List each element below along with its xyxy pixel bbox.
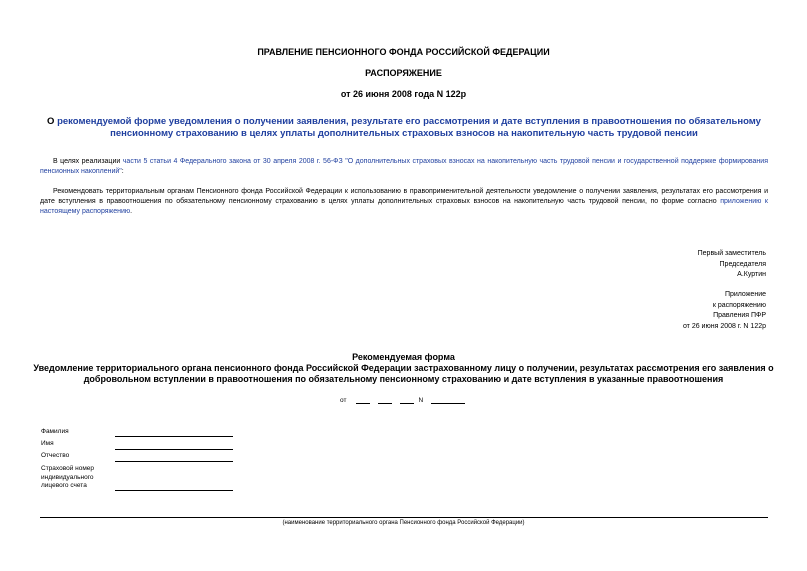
appendix-line-1: Приложение bbox=[724, 291, 766, 298]
para2-after: . bbox=[130, 208, 133, 215]
account-label-line-2: индивидуального bbox=[41, 473, 94, 481]
surname-label: Фамилия bbox=[41, 428, 69, 435]
number-label: N bbox=[418, 397, 424, 404]
month-blank[interactable] bbox=[378, 396, 392, 404]
account-label-line-3: лицевого счета bbox=[41, 482, 87, 489]
para1-after: : bbox=[121, 168, 124, 175]
title-prefix: О bbox=[47, 116, 58, 127]
signature-line-1: Первый заместитель bbox=[697, 250, 766, 257]
form-title-1: Рекомендуемая форма bbox=[352, 352, 455, 362]
org-header: ПРАВЛЕНИЕ ПЕНСИОННОГО ФОНДА РОССИЙСКОЙ ФЕДЕРАЦИИ bbox=[257, 47, 550, 57]
day-blank[interactable] bbox=[356, 396, 370, 404]
signature-block bbox=[698, 249, 766, 281]
patronymic-label: Отчество bbox=[41, 452, 70, 459]
account-label-line-1: Страховой номер bbox=[41, 465, 95, 472]
account-field[interactable] bbox=[115, 490, 233, 491]
para1-before: В целях реализации bbox=[53, 158, 123, 165]
name-field[interactable] bbox=[115, 449, 233, 450]
org-name-caption: (наименование территориального органа Пенсионного фонда Российской Федерации) bbox=[282, 520, 525, 526]
appendix-link[interactable]: приложению к настоящему распоряжению bbox=[40, 198, 768, 215]
org-name-line[interactable] bbox=[40, 517, 768, 518]
patronymic-field[interactable] bbox=[115, 461, 233, 462]
form-number-row bbox=[340, 396, 465, 404]
doc-date-number: от 26 июня 2008 года N 122р bbox=[340, 89, 467, 99]
paragraph-2 bbox=[40, 187, 768, 217]
name-label: Имя bbox=[41, 440, 54, 447]
document-title bbox=[40, 116, 768, 140]
appendix-line-2: к распоряжению bbox=[712, 301, 766, 309]
year-blank[interactable] bbox=[400, 396, 414, 404]
doc-type: РАСПОРЯЖЕНИЕ bbox=[365, 68, 442, 78]
appendix-line-4: от 26 июня 2008 г. N 122р bbox=[682, 322, 766, 330]
from-label: от bbox=[340, 397, 347, 404]
surname-field[interactable] bbox=[115, 436, 233, 437]
account-label bbox=[41, 465, 111, 491]
appendix-line-3: Правления ПФР bbox=[713, 312, 766, 319]
signature-line-2: Председателя bbox=[719, 260, 766, 268]
title-link[interactable]: рекомендуемой форме уведомления о получении заявления, результате его рассмотрения и дате вступления в правоотношения по обязательному пенсионному страхованию в целях уплаты дополнительных страховых взносов на накопительную часть трудовой пенсии bbox=[57, 116, 761, 139]
form-title-2: Уведомление территориального органа пенсионного фонда Российской Федерации застрахованному лицу о получении, результатах рассмотрения его заявления о добровольном вступлении в правоотношения по обязательному пенсионному страхованию и дате вступления в указанные правоотношения bbox=[33, 363, 774, 384]
signature-line-3: А.Куртин bbox=[737, 271, 766, 278]
para2-text: Рекомендовать территориальным органам Пенсионного фонда Российской Федерации к использованию в правоприменительной деятельности уведомление о получении заявления, результатах его рассмотрения и дате вступления в правоотношения по обязательному пенсионному страхованию в целях уплаты дополнительных страховых взносов на накопительную часть трудовой пенсии, по форме согласно bbox=[40, 188, 768, 205]
law-link[interactable]: части 5 статьи 4 Федерального закона от 30 апреля 2008 г. 56-ФЗ "О дополнительных страховых взносах на накопительную часть трудовой пенсии и государственной поддержке формирования пенсионных накоплений" bbox=[40, 158, 768, 175]
paragraph-1 bbox=[40, 157, 768, 177]
number-blank[interactable] bbox=[431, 396, 465, 404]
appendix-block bbox=[683, 290, 766, 332]
